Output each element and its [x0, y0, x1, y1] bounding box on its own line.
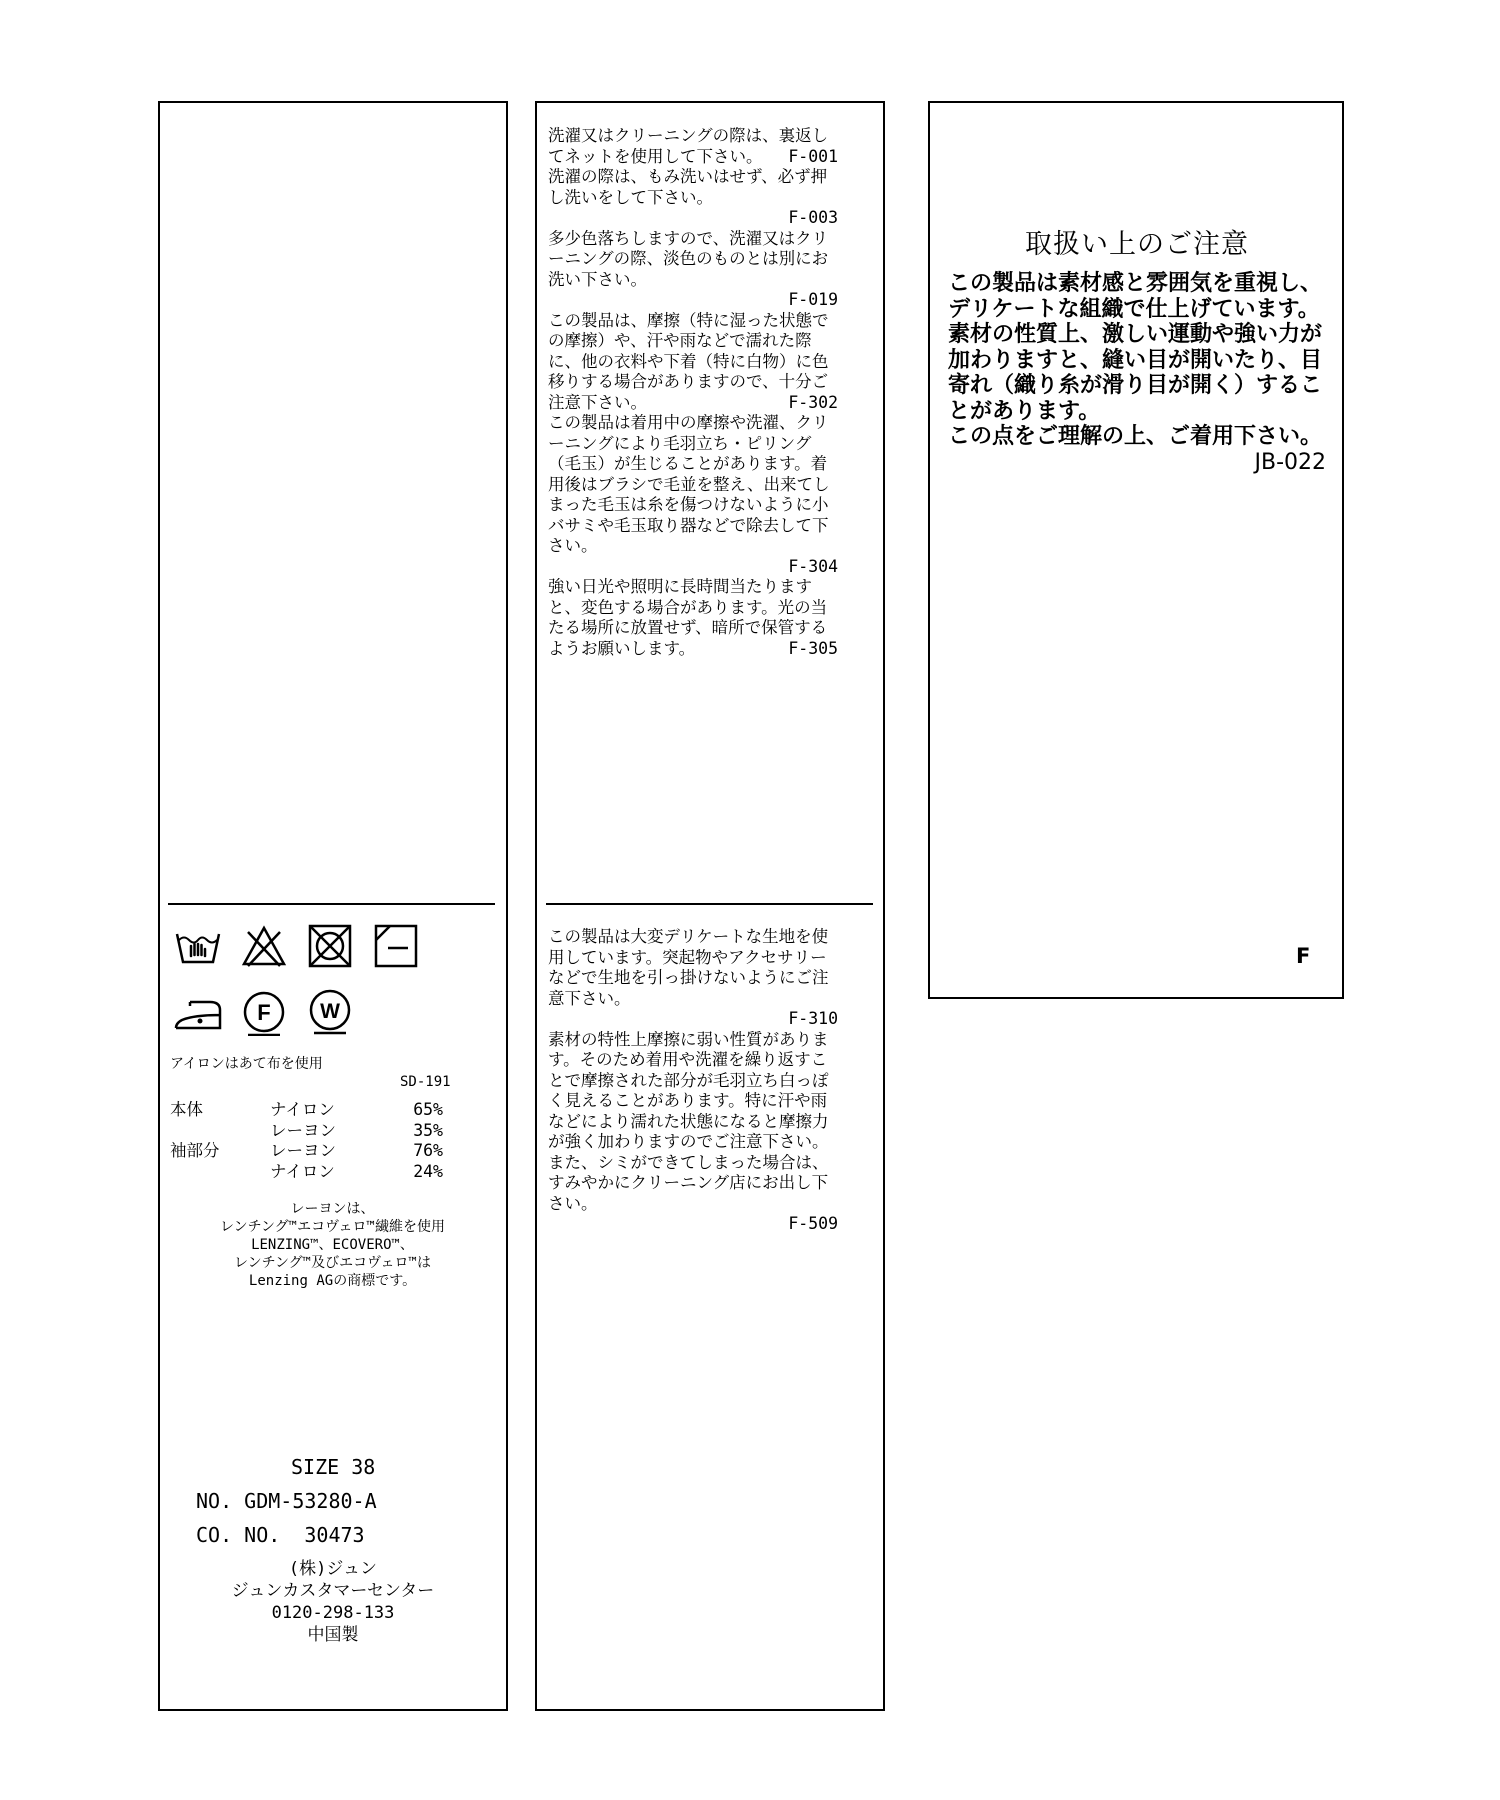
wet-clean-w-icon: [306, 988, 354, 1036]
composition-part: 本体: [170, 1100, 203, 1119]
caution-body: [948, 271, 1326, 475]
lenzing-line: Lenzing AGの商標です。: [248, 1273, 417, 1289]
composition-percent: 65%: [413, 1100, 443, 1119]
middle-label-divider: [546, 903, 873, 905]
company-block: [168, 1558, 498, 1646]
care-note: [548, 229, 838, 311]
care-note-text: この製品は、摩擦（特に湿った状態での摩擦）や、汗や雨などで濡れた際に、他の衣料や下着（特に白物）に色移りする場合がありますので、十分ご注意下さい。: [548, 310, 829, 412]
svg-text:F: F: [257, 1000, 271, 1025]
care-note-code: F-310: [788, 1009, 838, 1028]
item-number: NO. GDM-53280-A: [196, 1489, 377, 1513]
care-note-text: この製品は大変デリケートな生地を使用しています。突起物やアクセサリーなどで生地を引っ掛けないようにご注意下さい。: [548, 927, 829, 1008]
care-note: [548, 927, 838, 1030]
care-note-code: F-302: [788, 392, 838, 412]
care-note: [548, 413, 838, 577]
lenzing-note: [170, 1200, 495, 1290]
lenzing-line: レンチング™及びエコヴェロ™は: [234, 1255, 431, 1271]
no-bleach-icon: [240, 922, 288, 970]
care-note-text: 素材の特性上摩擦に弱い性質があります。そのため着用や洗濯を繰り返すことで摩擦された部分が毛羽立ち白っぽく見えることがあります。特に汗や雨などにより濡れた状態になると摩擦力が強く加わりますのでご注意下さい。また、シミができてしまった場合は、すみやかにクリーニング店にお出し下さい。: [548, 1029, 829, 1213]
care-note: [548, 1030, 838, 1235]
care-note: [548, 311, 838, 414]
composition-percent: 76%: [413, 1141, 443, 1160]
lenzing-line: レーヨンは、: [290, 1201, 375, 1217]
iron-note: アイロンはあて布を使用: [170, 1056, 323, 1072]
care-note: [548, 167, 838, 229]
composition-fiber: ナイロン: [270, 1100, 335, 1119]
size-line: [196, 1450, 377, 1484]
caution-content: [948, 222, 1326, 475]
care-notes-bottom: [548, 927, 838, 1235]
care-notes-top: [548, 126, 838, 659]
care-note-code: F-001: [788, 146, 838, 166]
caution-title: 取扱い上のご注意: [1025, 229, 1249, 260]
composition-fiber: レーヨン: [270, 1141, 336, 1160]
lenzing-line: レンチング™エコヴェロ™繊維を使用: [220, 1219, 445, 1235]
caution-corner-letter: F: [1296, 944, 1311, 968]
care-note-text: 多少色落ちしますので、洗濯又はクリーニングの際、淡色のものとは別にお洗い下さい。: [548, 228, 829, 289]
composition-row: [170, 1121, 443, 1142]
company-name: (株)ジュン: [288, 1559, 378, 1579]
co-number: CO. NO. 30473: [196, 1523, 365, 1547]
hand-wash-icon: [174, 922, 222, 970]
composition-percent: 24%: [413, 1161, 443, 1181]
size-value: 38: [351, 1455, 376, 1479]
dry-clean-f-icon: [240, 988, 288, 1036]
composition-part: 袖部分: [170, 1141, 220, 1160]
composition-row: [170, 1141, 443, 1162]
caution-text-2: この点をご理解の上、ご着用下さい。 JB-022: [948, 424, 1326, 475]
left-label-divider: [168, 903, 495, 905]
shade-line-dry-icon: [372, 922, 420, 970]
care-symbols: [174, 922, 474, 1054]
iron-low-icon: [174, 988, 222, 1036]
care-note: [548, 577, 838, 659]
care-note-code: F-305: [788, 638, 838, 658]
size-label: SIZE: [291, 1455, 340, 1479]
composition-part: [170, 1162, 270, 1183]
caution-code: JB-022: [1254, 449, 1326, 475]
care-note-code: F-509: [788, 1214, 838, 1233]
caution-text-1: この製品は素材感と雰囲気を重視し、デリケートな組織で仕上げています。素材の性質上、激しい運動や強い力が加わりますと、縫い目が開いたり、目寄れ（織り糸が滑り目が開く）することがあります。: [948, 271, 1323, 424]
composition-fiber: レーヨン: [270, 1120, 336, 1140]
care-note-code: F-304: [788, 556, 838, 576]
composition-row: [170, 1162, 443, 1183]
care-note-code: F-003: [788, 208, 838, 227]
country-of-origin: 中国製: [307, 1625, 359, 1645]
symbol-code: SD-191: [400, 1074, 451, 1090]
size-block: [196, 1450, 377, 1552]
composition-row: [170, 1100, 443, 1121]
lenzing-line: LENZING™、ECOVERO™、: [251, 1237, 414, 1253]
composition-part: [170, 1121, 270, 1142]
care-note-code: F-019: [788, 290, 838, 309]
care-note: [548, 126, 838, 167]
phone-number: 0120-298-133: [271, 1603, 395, 1623]
no-tumble-dry-icon: [306, 922, 354, 970]
care-note-text: 洗濯又はクリーニングの際は、裏返してネットを使用して下さい。: [548, 126, 829, 166]
composition-table: [170, 1100, 443, 1182]
svg-text:W: W: [320, 1000, 340, 1023]
care-note-text: この製品は着用中の摩擦や洗濯、クリーニングにより毛羽立ち・ピリング（毛玉）が生じることがあります。着用後はブラシで毛並を整え、出来てしまった毛玉は糸を傷つけないように小バサミや毛玉取り器などで除去して下さい。: [548, 413, 830, 555]
customer-center: ジュンカスタマーセンター: [231, 1581, 435, 1601]
care-note-text: 強い日光や照明に長時間当たりますと、変色する場合があります。光の当たる場所に放置せず、暗所で保管するようお願いします。: [548, 577, 828, 658]
composition-percent: 35%: [413, 1120, 443, 1140]
composition-fiber: ナイロン: [270, 1161, 335, 1181]
care-note-text: 洗濯の際は、もみ洗いはせず、必ず押し洗いをして下さい。: [548, 167, 828, 207]
